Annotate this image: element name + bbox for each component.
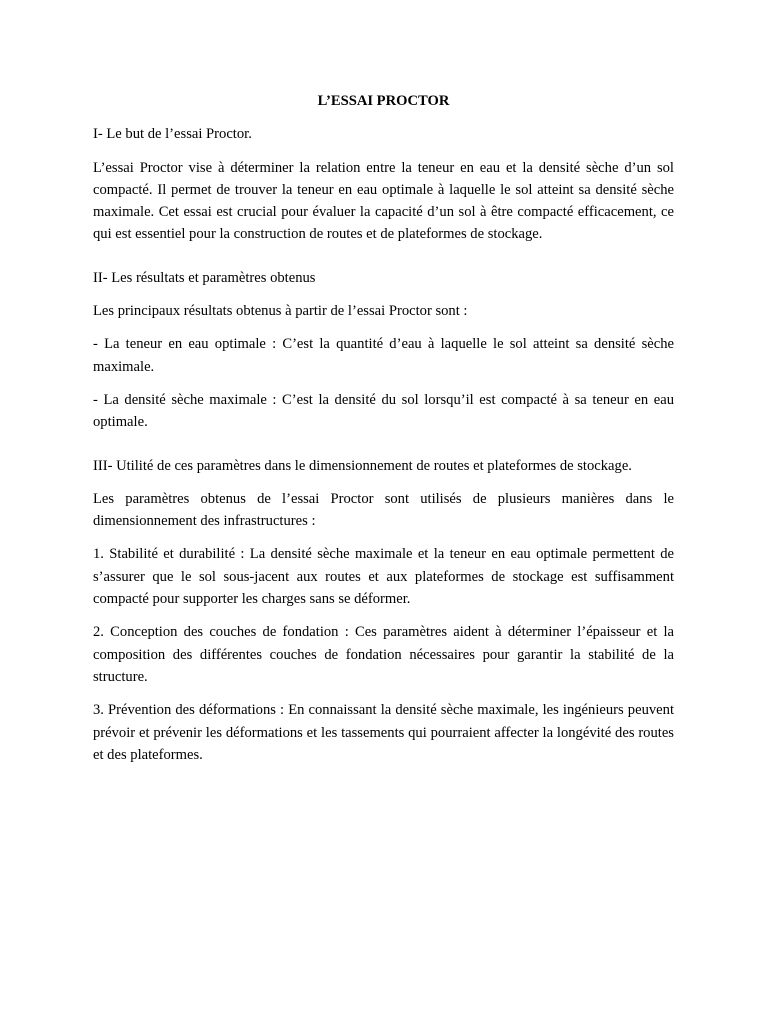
list-item-prevention: 3. Prévention des déformations : En connaissant la densité sèche maximale, les ingénieurs peuvent prévoir et prévenir les déformations et les tassements qui pourraient affecter la longévité des routes et des plateformes.: [93, 702, 674, 763]
section-heading-utilite: III- Utilité de ces paramètres dans le dimensionnement de routes et plateformes de stockage.: [93, 457, 632, 474]
document-title: L’ESSAI PROCTOR: [317, 93, 450, 109]
list-item-stabilite: 1. Stabilité et durabilité : La densité sèche maximale et la teneur en eau optimale permettent de s’assurer que le sol sous-jacent aux routes et aux plateformes de stockage est suffisamment compacté pour supporter les charges sans se déformer.: [93, 546, 674, 608]
section-intro-resultats: Les principaux résultats obtenus à partir de l’essai Proctor sont :: [93, 303, 468, 320]
section-heading-resultats: II- Les résultats et paramètres obtenus: [93, 269, 316, 286]
list-item-conception: 2. Conception des couches de fondation : Ces paramètres aident à déterminer l’épaisseur et la composition des différentes couches de fondation nécessaires pour garantir la stabilité de la structure.: [93, 624, 674, 685]
list-item-teneur-eau: - La teneur en eau optimale : C’est la quantité d’eau à laquelle le sol atteint sa densité sèche maximale.: [93, 336, 674, 375]
section-intro-utilite: Les paramètres obtenus de l’essai Proctor sont utilisés de plusieurs manières dans le dimensionnement des infrastructures :: [93, 490, 674, 530]
section-paragraph-but: L’essai Proctor vise à déterminer la relation entre la teneur en eau et la densité sèche d’un sol compacté. Il permet de trouver la teneur en eau optimale à laquelle le sol atteint sa densité sèche maximale. Cet essai est crucial pour évaluer la capacité d’un sol à être compacté efficacement, ce qui est essentiel pour la construction de routes et de plateformes de stockage.: [93, 159, 674, 243]
section-heading-but: I- Le but de l’essai Proctor.: [93, 126, 252, 143]
list-item-densite-seche: - La densité sèche maximale : C’est la densité du sol lorsqu’il est compacté à sa teneur en eau optimale.: [93, 391, 674, 431]
document-page: [93, 90, 674, 777]
